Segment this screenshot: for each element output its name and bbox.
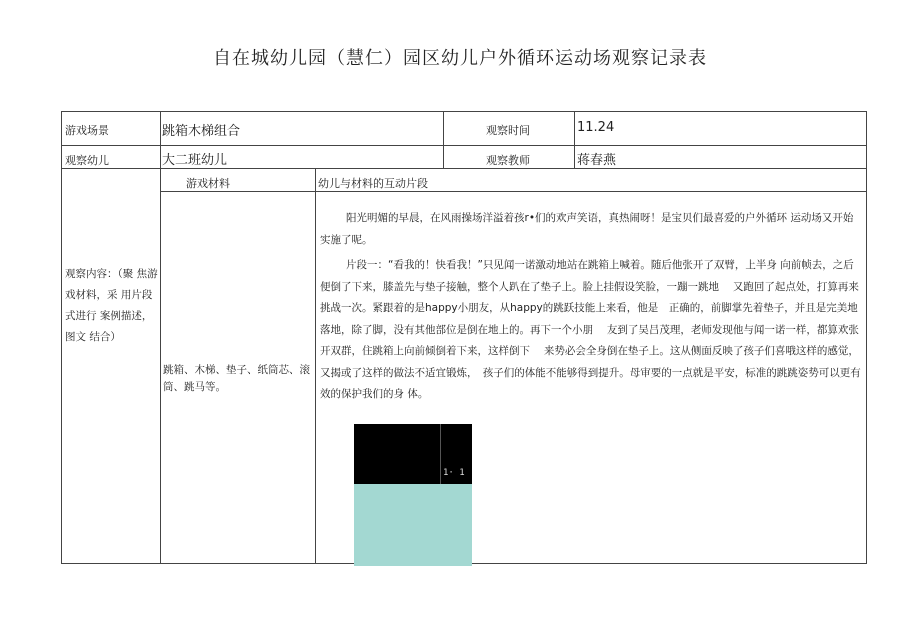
interaction-header: 幼儿与材料的互动片段	[318, 177, 428, 190]
narrative-paragraph: 片段一：“看我的！快看我！”只见闻一诺激动地站在跳箱上喊着。随后他张开了双臂，上半身 向前帧去，之后便倒了下来，膝盖先与垫子接触，整个人趴在了垫子上。脸上挂假设笑脸，一蹦一跳地 又跑回了起点处，打算再来挑战一次。紧跟着的是happy小朋友，从happy的跳跃技能上来看，他是 正确的，前脚掌先着垫子，并且是完美地落地，除了脚，没有其他部位是倒在地上的。再下一个小朋 友到了吴吕茂理，老师发现他与闻一诺一样，都算欢张开双群，住跳箱上向前倾倒着下来，这样倒下 来势必会全身倒在垫子上。这从侧面反映了孩子们喜哦这样的感觉，又揭或了这样的做法不适宜锻炼， 孩子们的体能不能够得到提升。母审要的一点就是平安，标准的跳跳姿势可以更有效的保护我们的身 体。	[320, 259, 861, 400]
teacher-value: 蒋春燕	[577, 153, 617, 168]
photo-mark: 1· 1	[443, 468, 465, 478]
row-divider	[62, 168, 866, 169]
column-divider	[574, 112, 575, 168]
scene-value: 跳箱木梯组合	[162, 124, 241, 139]
time-label: 观察时间	[486, 124, 530, 137]
observation-label: 观察内容：（聚 焦游戏材料，采 用片段式进行 案例描述，图文 结合）	[65, 268, 158, 343]
row-divider	[62, 145, 866, 146]
column-divider	[315, 168, 316, 563]
materials-value: 跳箱、木梯、垫子、纸筒芯、滚筒、跳马等。	[163, 364, 310, 393]
activity-photo	[354, 424, 472, 566]
time-value: 11.24	[577, 120, 615, 135]
teacher-label: 观察教师	[486, 154, 530, 167]
materials-header: 游戏材料	[186, 177, 230, 190]
narrative-paragraph: 阳光明媚的早晨，在风雨操场洋溢着孩r•们的欢声笑语，真热闹呀！是宝贝们最喜爱的户外循环 运动场又开始实施了呢。	[320, 212, 854, 246]
photo-edge	[440, 424, 441, 484]
row-divider	[160, 191, 866, 192]
photo-light-region	[354, 484, 472, 566]
observation-form	[61, 111, 867, 564]
column-divider	[443, 112, 444, 168]
scene-label: 游戏场景	[65, 124, 109, 137]
child-label: 观察幼儿	[65, 154, 109, 167]
child-value: 大二班幼儿	[162, 153, 228, 168]
page-title: 自在城幼儿园（慧仁）园区幼儿户外循环运动场观察记录表	[213, 48, 707, 69]
